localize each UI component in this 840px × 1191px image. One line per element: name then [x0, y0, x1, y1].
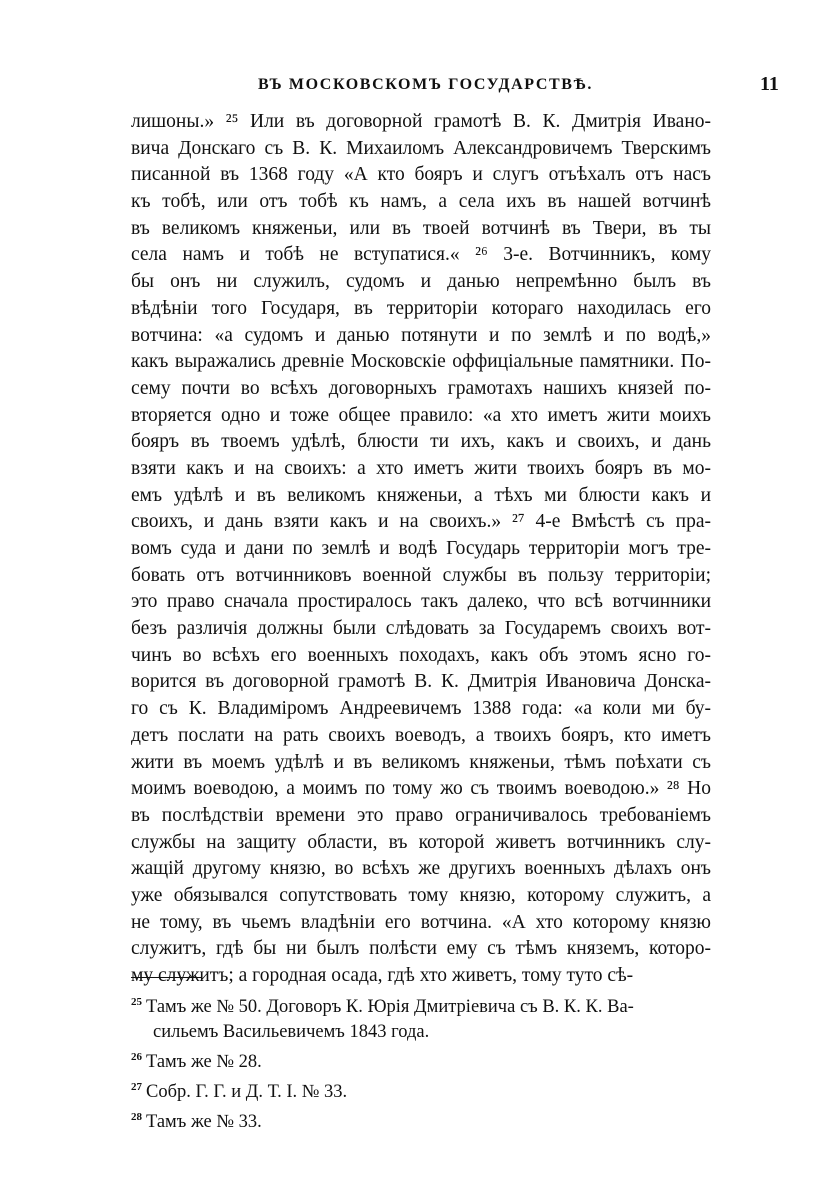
- footnote: [131, 1105, 711, 1135]
- footnote: [131, 1045, 711, 1075]
- text-line: службы на защиту области, въ которой живетъ вотчинникъ слу-: [131, 831, 711, 853]
- text-line: моимъ воеводою, а моимъ по тому жо съ твоимъ воеводою.» ²⁸ Но: [131, 778, 711, 800]
- footnote-text: Тамъ же № 50. Договоръ К. Юрія Дмитріевича съ В. К. К. Ва-: [146, 997, 634, 1018]
- text-line: какъ выражались древніе Московскіе оффиціальные памятники. По-: [131, 351, 711, 373]
- footnote-text: Тамъ же № 33.: [146, 1112, 262, 1133]
- footnote-number: 26: [131, 1051, 142, 1064]
- text-line: го съ К. Владиміромъ Андреевичемъ 1388 года: «а коли ми бу-: [131, 698, 711, 720]
- text-line: села намъ и тобѣ не вступатися.« ²⁶ 3-е. Вотчинникъ, кому: [131, 244, 711, 266]
- text-line: это право сначала простиралось такъ далеко, что всѣ вотчинники: [131, 591, 711, 613]
- footnote: [131, 1020, 711, 1045]
- text-line: му служитъ; а городная осада, гдѣ хто живетъ, тому туто сѣ-: [131, 965, 634, 986]
- text-line: бояръ въ твоемъ удѣлѣ, блюсти ти ихъ, какъ и своихъ, и дань: [131, 431, 711, 453]
- footnote-number: 28: [131, 1111, 142, 1124]
- text-line: бовать отъ вотчинниковъ военной службы въ пользу территоріи;: [131, 564, 711, 586]
- footnote-divider: [131, 977, 201, 978]
- text-line: писанной въ 1368 году «А кто бояръ и слугъ отъѣхалъ отъ насъ: [131, 164, 711, 186]
- footnotes: [131, 990, 711, 1136]
- text-line: лишоны.» ²⁵ Или въ договорной грамотѣ В. К. Дмитрія Ивано-: [131, 111, 711, 132]
- text-line: въ послѣдствіи времени это право ограничивалось требованіемъ: [131, 804, 711, 826]
- text-line: жащій другому князю, во всѣхъ же другихъ военныхъ дѣлахъ онъ: [131, 858, 711, 880]
- footnote-number: 27: [131, 1081, 142, 1094]
- text-line: жити въ моемъ удѣлѣ и въ великомъ княженьи, тѣмъ поѣхати съ: [131, 751, 711, 773]
- text-line: вомъ суда и дани по землѣ и водѣ Государь территоріи могъ тре-: [131, 538, 711, 559]
- text-line: къ тобѣ, или отъ тобѣ къ намъ, а села ихъ въ нашей вотчинѣ: [131, 191, 711, 213]
- text-line: въ великомъ княженьи, или въ твоей вотчинѣ въ Твери, въ ты: [131, 217, 711, 239]
- text-line: чинъ во всѣхъ его военныхъ походахъ, какъ объ этомъ ясно го-: [131, 644, 711, 666]
- page-number: 11: [760, 73, 779, 95]
- text-line: емъ удѣлѣ и въ великомъ княженьи, а тѣхъ ми блюсти какъ и: [131, 484, 711, 506]
- footnote-number: 25: [131, 996, 142, 1008]
- running-title: ВЪ МОСКОВСКОМЪ ГОСУДАРСТВѢ.: [258, 76, 593, 93]
- text-line: уже обязывался сопутствовать тому князю, которому служитъ, а: [131, 884, 711, 906]
- text-line: безъ различія должны были слѣдовать за Государемъ своихъ вот-: [131, 618, 711, 640]
- text-line: своихъ, и дань взяти какъ и на своихъ.» ²⁷ 4-е Вмѣстѣ съ пра-: [131, 511, 711, 533]
- text-line: вотчина: «а судомъ и данью потянути и по землѣ и по водѣ,»: [131, 324, 711, 346]
- text-line: не тому, въ чьемъ владѣніи его вотчина. «А хто которому князю: [131, 911, 711, 933]
- text-line: вторяется одно и тоже общее правило: «а хто иметъ жити моихъ: [131, 404, 711, 426]
- footnote-text: Собр. Г. Г. и Д. Т. I. № 33.: [146, 1082, 348, 1103]
- text-line: бы онъ ни служилъ, судомъ и данью непремѣнно былъ въ: [131, 271, 711, 293]
- text-line: детъ послати на рать своихъ воеводъ, а твоихъ бояръ, кто иметъ: [131, 724, 711, 746]
- footnote-text: сильемъ Васильевичемъ 1843 года.: [153, 1022, 430, 1043]
- footnote-text: Тамъ же № 28.: [146, 1052, 262, 1073]
- text-line: вѣдѣніи того Государя, въ территоріи котораго находилась его: [131, 297, 711, 319]
- text-line: вича Донскаго съ В. К. Михаиломъ Александровичемъ Тверскимъ: [131, 137, 711, 159]
- text-line: служитъ, гдѣ бы ни былъ полѣсти ему съ тѣмъ княземъ, которо-: [131, 938, 711, 960]
- text-line: взяти какъ и на своихъ: а хто иметъ жити твоихъ бояръ въ мо-: [131, 457, 711, 479]
- footnote: [131, 1075, 711, 1105]
- text-line: ворится въ договорной грамотѣ В. К. Дмитрія Ивановича Донска-: [131, 671, 711, 693]
- text-line: сему почти во всѣхъ договорныхъ грамотахъ нашихъ князей по-: [131, 377, 711, 399]
- footnote: [131, 990, 711, 1020]
- body-text: [131, 109, 711, 990]
